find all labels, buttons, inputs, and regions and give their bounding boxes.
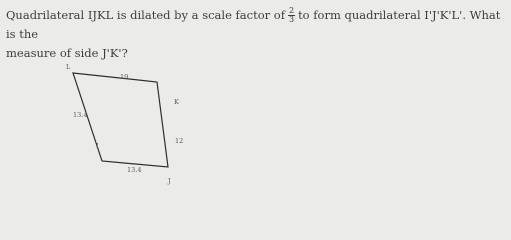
fraction-numerator: 2: [288, 5, 295, 15]
side-length-kj: 12: [175, 137, 184, 145]
side-length-ij: 13.4: [127, 166, 142, 174]
fraction-denominator: 3: [288, 14, 295, 24]
quadrilateral-ijkl: [73, 73, 168, 167]
vertex-label-j: J: [168, 177, 171, 185]
question-line1-after: to form quadrilateral I'J'K'L'. What is the: [6, 8, 501, 41]
side-length-lk: 19: [120, 73, 129, 81]
vertex-label-l: L: [66, 63, 71, 71]
question-line1-before: Quadrilateral IJKL is dilated by a scale factor of: [6, 8, 285, 22]
side-length-li: 13.4: [73, 111, 88, 119]
question-line2: measure of side J'K'?: [6, 46, 128, 60]
vertex-label-i: I: [96, 142, 99, 150]
vertex-label-k: K: [174, 98, 179, 106]
